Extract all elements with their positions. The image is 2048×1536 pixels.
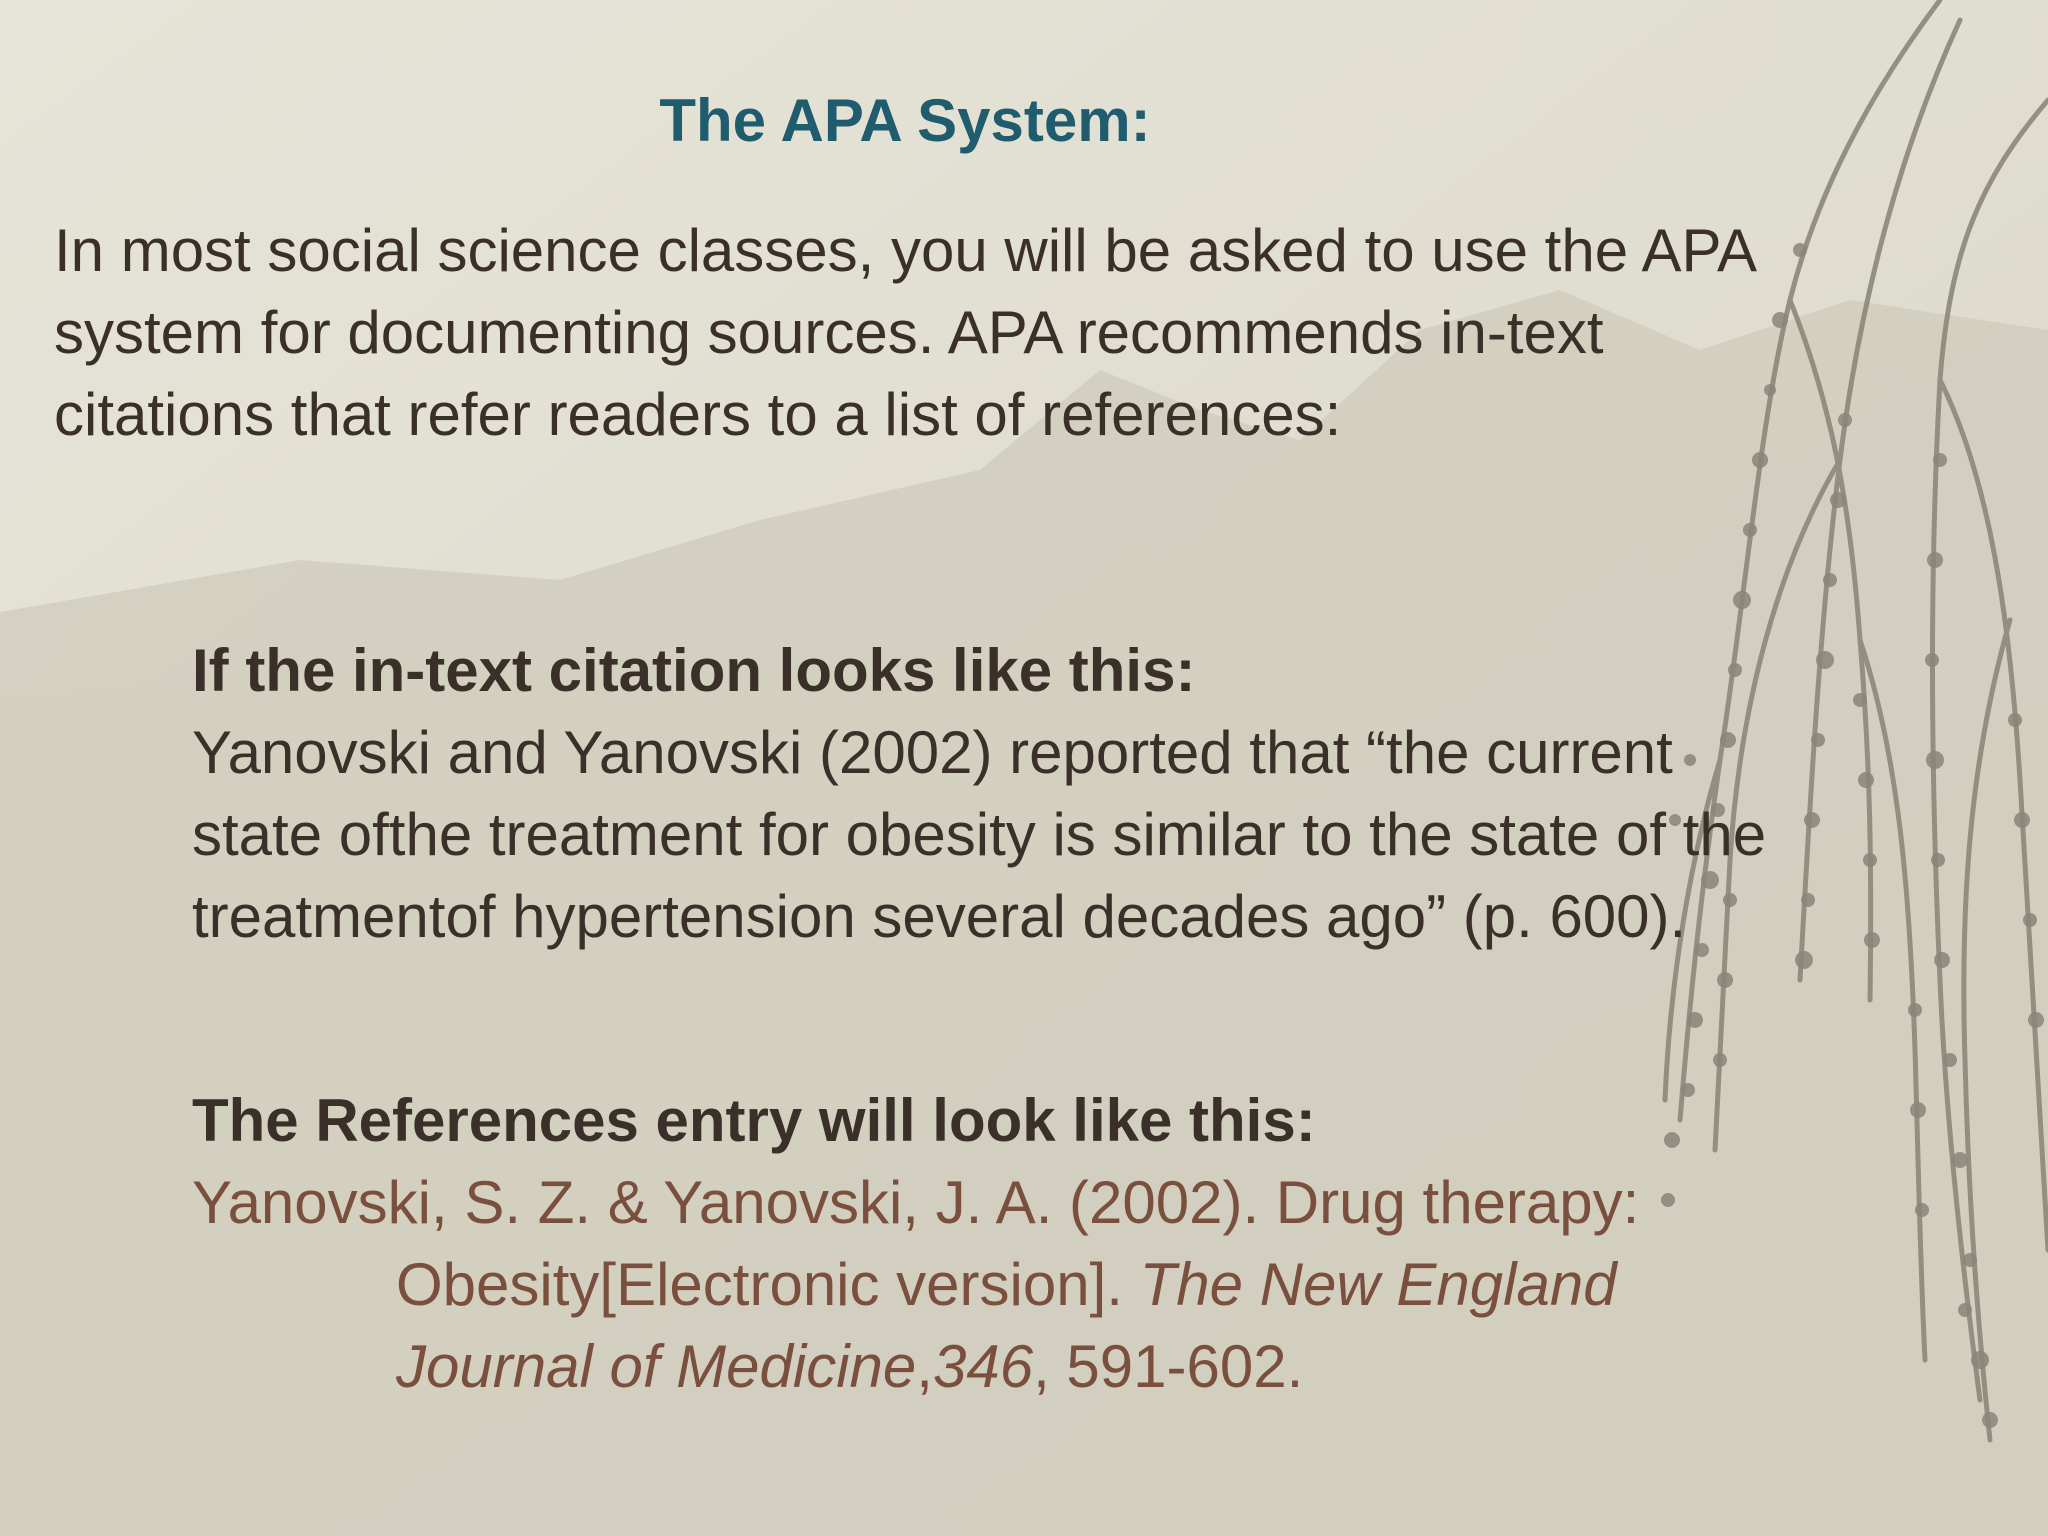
intro-paragraph: In most social science classes, you will be asked to use the APA system for documenting sources. APA recommends in-text citations that refer readers to a list of references: (54, 217, 1754, 448)
citation-text: Yanovski and Yanovski (2002) reported that “the current state ofthe treatment for obesity is similar to the state of the treatmentof hypertension several decades ago” (p. 600). (192, 719, 1767, 950)
reference-entry (192, 1162, 1812, 1408)
reference-journal: The New England Journal of Medicine (396, 1251, 1617, 1400)
reference-authors-year: Yanovski, S. Z. & Yanovski, J. A. (2002). Drug therapy: Obesity[Electronic version]. (192, 1169, 1640, 1318)
slide-title: The APA System: (659, 87, 1151, 154)
reference-volume: 346 (932, 1333, 1034, 1400)
citation-heading: If the in-text citation looks like this: (192, 637, 1196, 704)
reference-comma: , (916, 1333, 933, 1400)
reference-pages: , 591-602. (1033, 1333, 1304, 1400)
reference-heading: The References entry will look like this: (192, 1087, 1316, 1154)
reference-example (192, 1080, 1812, 1408)
citation-example (192, 630, 1812, 958)
